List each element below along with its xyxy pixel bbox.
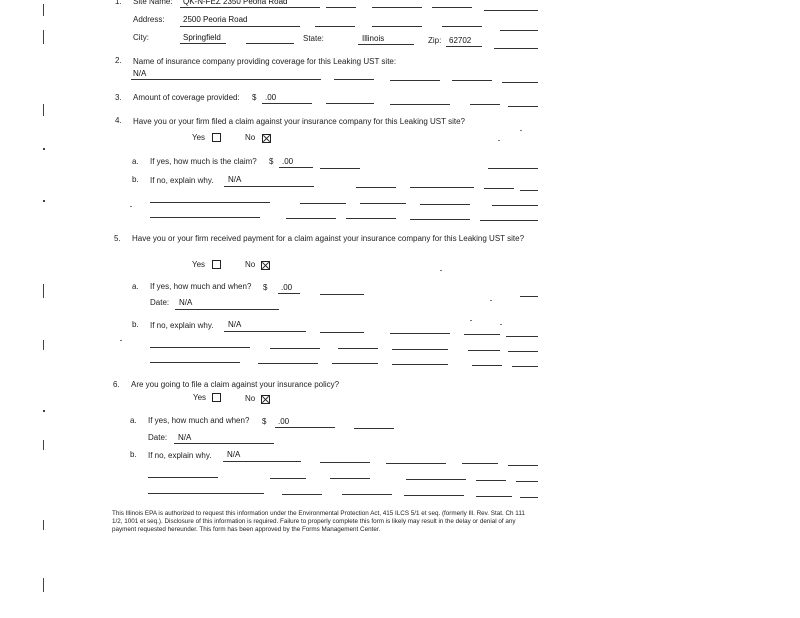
q4a-line-3 (488, 168, 538, 169)
q5-number: 5. (114, 234, 121, 243)
scan-mark (43, 30, 44, 44)
q5-date-line (175, 309, 279, 310)
q3-line-3 (390, 104, 450, 105)
q4b-line-8 (360, 203, 406, 204)
q3-line-2 (326, 103, 374, 104)
q4b-line (224, 186, 314, 187)
q5b-line-9 (392, 349, 448, 350)
q6b-line-3 (386, 463, 446, 464)
q6-no-label: No (245, 394, 256, 403)
q3-question: Amount of coverage provided: (133, 93, 240, 102)
q5b-line-8 (338, 348, 378, 349)
scan-speckle (520, 130, 522, 131)
q4-no-label: No (245, 133, 256, 142)
site-name-label: Site Name: (133, 0, 173, 6)
q6-number: 6. (113, 380, 120, 389)
q4b-line-5 (520, 190, 538, 191)
q2-line-4 (452, 80, 492, 81)
q3-line-4 (470, 104, 500, 105)
q5b-line-10 (468, 350, 500, 351)
city-label: City: (133, 33, 149, 42)
q5-date-answer: N/A (179, 298, 193, 307)
q5a-label: a. (132, 282, 139, 291)
q5b-line-17 (512, 366, 538, 367)
q6-yes-label: Yes (193, 393, 207, 402)
q5b-line-7 (270, 348, 320, 349)
q6-yes-checkbox[interactable] (212, 393, 221, 402)
q5b-line-2 (320, 332, 364, 333)
address-line-5 (500, 30, 538, 31)
q5b-line-13 (258, 363, 318, 364)
q5b-line-14 (332, 363, 378, 364)
q6b-line-6 (148, 477, 218, 478)
scan-mark (43, 104, 44, 116)
address-line-4 (442, 26, 482, 27)
q6b-line-15 (404, 495, 464, 496)
q4b-question: If no, explain why. (150, 176, 214, 185)
city-line-2 (246, 43, 294, 44)
q5a-line (278, 293, 300, 294)
q5b-line-12 (150, 362, 240, 363)
q5b-question: If no, explain why. (150, 321, 214, 330)
scan-speckle (130, 206, 132, 207)
scan-mark (43, 284, 44, 298)
q4b-line-10 (492, 205, 538, 206)
scan-mark (43, 148, 45, 150)
q2-line-3 (390, 80, 440, 81)
q6b-line-5 (508, 465, 538, 466)
q5b-line-6 (150, 347, 250, 348)
q5-yes-label: Yes (192, 260, 206, 269)
scan-speckle (470, 320, 472, 321)
q6b-line (223, 461, 301, 462)
site-name-line-5 (484, 10, 538, 11)
site-name-line-4 (432, 7, 472, 8)
q4-yes-label: Yes (192, 133, 206, 142)
q5a-question: If yes, how much and when? (150, 282, 252, 291)
q5b-label: b. (132, 320, 139, 329)
q5a-line-2 (320, 294, 364, 295)
q5b-line-16 (472, 365, 502, 366)
q6a-line-2 (354, 428, 394, 429)
q4b-label: b. (132, 175, 139, 184)
q2-answer: N/A (133, 69, 147, 78)
address-line (180, 26, 300, 27)
q6b-label: b. (130, 450, 137, 459)
q5-no-label: No (245, 260, 256, 269)
q6b-line-9 (406, 479, 466, 480)
q6-no-checkbox[interactable] (261, 395, 270, 404)
q5-no-checkbox[interactable] (261, 261, 270, 270)
state-label: State: (303, 34, 324, 43)
state-value: Illinois (362, 34, 385, 43)
scan-mark (43, 4, 44, 16)
site-name-line (180, 7, 320, 8)
q6b-line-13 (282, 494, 322, 495)
q5-question: Have you or your firm received payment for a claim against your insurance company for this Leaking UST site? (132, 234, 525, 243)
address-line-3 (372, 26, 422, 27)
q5a-currency: $ (263, 283, 268, 292)
q6a-currency: $ (262, 417, 267, 426)
scan-mark (43, 200, 45, 202)
q4a-answer: .00 (282, 157, 294, 166)
q4-number: 4. (115, 116, 122, 125)
zip-line (446, 46, 482, 47)
q3-number: 3. (115, 93, 122, 102)
q5-date-label: Date: (150, 298, 170, 307)
zip-label: Zip: (428, 36, 442, 45)
q4-no-checkbox[interactable] (262, 134, 271, 143)
q6-date-line (174, 443, 274, 444)
city-line (180, 43, 226, 44)
zip-line-2 (494, 48, 538, 49)
q6a-line (275, 427, 335, 428)
address-value: 2500 Peoria Road (183, 15, 248, 24)
scan-mark (43, 340, 44, 350)
scan-speckle (120, 340, 122, 341)
q2-line (131, 79, 321, 80)
scan-mark (43, 440, 44, 450)
q5b-line-15 (392, 364, 448, 365)
q2-number: 2. (115, 56, 122, 65)
q3-line (262, 103, 312, 104)
q4b-line-7 (300, 203, 346, 204)
address-label: Address: (133, 15, 165, 24)
q3-currency: $ (252, 93, 257, 102)
site-name-line-2 (326, 7, 356, 8)
q4-yes-checkbox[interactable] (212, 133, 221, 142)
q6a-question: If yes, how much and when? (148, 416, 250, 425)
q6a-label: a. (130, 416, 137, 425)
q6b-line-4 (462, 463, 498, 464)
q6b-line-14 (342, 494, 392, 495)
q4b-line-15 (480, 220, 538, 221)
q5-yes-checkbox[interactable] (212, 260, 221, 269)
q6b-line-2 (320, 462, 370, 463)
q3-answer: .00 (265, 93, 277, 102)
q4b-line-6 (150, 202, 270, 203)
q5b-line-11 (508, 351, 538, 352)
q6b-line-12 (148, 493, 264, 494)
q2-line-5 (502, 82, 538, 83)
site-name-value: QK-N-FEZ 2350 Peoria Road (183, 0, 288, 6)
q4a-question: If yes, how much is the claim? (150, 157, 257, 166)
scan-mark (43, 410, 45, 412)
q2-question: Name of insurance company providing coverage for this Leaking UST site: (133, 57, 397, 66)
q4b-line-9 (420, 204, 470, 205)
q4b-line-13 (346, 218, 396, 219)
zip-value: 62702 (449, 36, 472, 45)
q6b-line-11 (516, 481, 538, 482)
q4b-line-2 (356, 187, 396, 188)
site-name-line-3 (372, 7, 422, 8)
city-value: Springfield (183, 33, 221, 42)
q4a-currency: $ (269, 157, 274, 166)
address-line-2 (315, 26, 355, 27)
scan-speckle (500, 324, 502, 325)
q4a-line (279, 167, 313, 168)
q6-date-answer: N/A (178, 433, 192, 442)
q5a-answer: .00 (281, 283, 293, 292)
q4b-line-14 (410, 219, 470, 220)
scan-speckle (440, 270, 442, 271)
q5b-line-5 (506, 336, 538, 337)
q5b-line-3 (390, 333, 450, 334)
q5b-line-4 (464, 334, 500, 335)
q6b-question: If no, explain why. (148, 451, 212, 460)
q4b-line-4 (484, 188, 514, 189)
q5a-line-3 (520, 296, 538, 297)
q6b-line-16 (476, 496, 512, 497)
q6b-line-8 (330, 478, 370, 479)
scan-mark (43, 578, 44, 592)
scan-speckle (498, 140, 500, 141)
q6a-answer: .00 (278, 417, 290, 426)
scan-mark (43, 520, 44, 530)
q4-question: Have you or your firm filed a claim against your insurance company for this Leaking UST site? (133, 117, 466, 126)
footer-disclosure: This Illinois EPA is authorized to request this information under the Environmental Protection Act, 415 ILCS 5/1 et seq. (formerly Ill. Rev. Stat. Ch 111 1/2, 1001 et seq.). Disclosure of this information is required. Failure to properly complete this form is likely may result in the delay or denial of any payment requested hereunder. This form has been approved by the Forms Management Center. (112, 510, 525, 533)
state-line (358, 44, 414, 45)
q2-line-2 (334, 79, 374, 80)
q5b-answer: N/A (228, 320, 242, 329)
q4b-line-3 (410, 187, 474, 188)
q4a-line-2 (320, 168, 360, 169)
q3-line-5 (508, 106, 538, 107)
q6-question: Are you going to file a claim against your insurance policy? (131, 380, 340, 389)
q6b-line-10 (476, 480, 506, 481)
q1-number: 1. (115, 0, 122, 6)
q4b-answer: N/A (228, 175, 242, 184)
q4b-line-11 (150, 217, 260, 218)
q6-date-label: Date: (148, 433, 168, 442)
q4a-label: a. (132, 157, 139, 166)
q4b-line-12 (286, 218, 336, 219)
q6b-line-17 (520, 497, 538, 498)
q5b-line (224, 331, 306, 332)
q6b-line-7 (270, 478, 306, 479)
q6b-answer: N/A (227, 450, 241, 459)
scan-speckle (490, 300, 492, 301)
